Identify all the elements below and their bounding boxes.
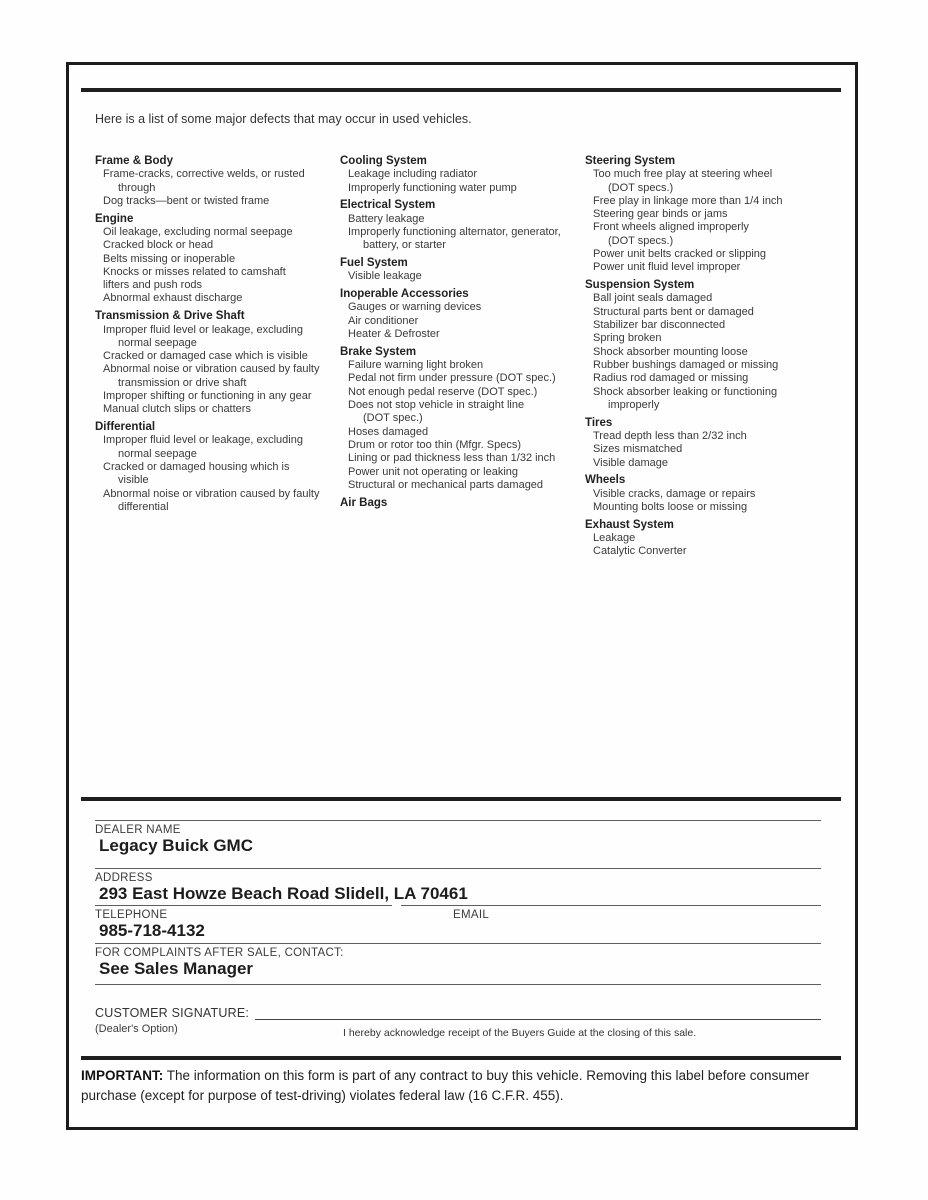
defect-item: Free play in linkage more than 1/4 inch (593, 194, 783, 207)
defect-item: Catalytic Converter (593, 545, 687, 558)
defect-item: Rubber bushings damaged or missing (593, 358, 779, 371)
defect-item: Cracked or damaged housing which is (103, 461, 290, 474)
defect-item: Failure warning light broken (348, 359, 484, 372)
defect-item: Visible leakage (348, 270, 422, 283)
defect-section (95, 421, 340, 514)
defect-item: Abnormal noise or vibration caused by faulty (103, 487, 320, 500)
defect-section (95, 155, 340, 208)
defect-section (585, 417, 840, 470)
defect-item: Shock absorber leaking or functioning (593, 385, 778, 398)
defect-item: visible (118, 474, 149, 487)
middle-rule (81, 797, 841, 801)
defect-category-heading: Differential (95, 421, 156, 434)
signature-row (95, 1005, 821, 1020)
defect-category-heading: Electrical System (340, 199, 436, 212)
defect-category-heading: Frame & Body (95, 155, 173, 167)
defect-item: Cracked or damaged case which is visible (103, 350, 308, 363)
defect-item: Radius rod damaged or missing (593, 372, 749, 385)
address-row (95, 868, 821, 905)
defect-item: Drum or rotor too thin (Mfgr. Specs) (348, 438, 521, 451)
defect-item: Pedal not firm under pressure (DOT spec.) (348, 372, 556, 385)
defect-item: Front wheels aligned improperly (593, 221, 749, 234)
defect-item: Improper fluid level or leakage, excluding (103, 434, 303, 447)
defect-item: Shock absorber mounting loose (593, 345, 748, 358)
defect-item: Knocks or misses related to camshaft (103, 265, 286, 278)
defect-section (585, 519, 840, 559)
customer-signature-section (95, 1005, 821, 1039)
defect-item: Visible damage (593, 456, 669, 469)
complaints-contact-label: FOR COMPLAINTS AFTER SALE, CONTACT: (95, 947, 344, 959)
defect-item: (DOT specs.) (608, 234, 674, 247)
defect-item: Too much free play at steering wheel (593, 168, 773, 181)
bottom-rule (81, 1056, 841, 1060)
email-label: EMAIL (453, 909, 490, 921)
defect-section (340, 497, 585, 510)
defect-item: Power unit fluid level improper (593, 261, 741, 274)
defect-item: (DOT specs.) (608, 181, 674, 194)
defect-item: improperly (608, 398, 660, 411)
defect-item: Belts missing or inoperable (103, 252, 236, 265)
defect-item: Oil leakage, excluding normal seepage (103, 225, 293, 238)
dealer-name-value: Legacy Buick GMC (99, 836, 253, 855)
top-rule (81, 88, 841, 92)
defect-item: through (118, 181, 156, 194)
important-label: IMPORTANT: (81, 1068, 164, 1083)
dealer-name-row (95, 820, 821, 868)
defect-category-heading: Brake System (340, 345, 417, 358)
defect-section (340, 346, 585, 492)
defect-item: (DOT spec.) (363, 412, 423, 425)
defect-item: Sizes mismatched (593, 443, 683, 456)
defect-item: Power unit not operating or leaking (348, 465, 518, 478)
defect-item: Lining or pad thickness less than 1/32 inch (348, 452, 556, 465)
defect-item: Mounting bolts loose or missing (593, 500, 748, 513)
telephone-email-row (95, 905, 821, 943)
complaints-contact-row (95, 943, 821, 985)
address-value: 293 East Howze Beach Road Slidell, LA 70461 (99, 884, 468, 903)
defect-item: Improper fluid level or leakage, excluding (103, 323, 303, 336)
complaints-contact-value: See Sales Manager (99, 959, 254, 978)
defect-category-heading: Fuel System (340, 257, 408, 270)
defect-item: battery, or starter (363, 239, 446, 252)
telephone-label: TELEPHONE (95, 909, 168, 921)
defect-item: Leakage (593, 532, 636, 545)
defect-item: Structural parts bent or damaged (593, 305, 754, 318)
defect-section (585, 474, 840, 514)
defect-item: Spring broken (593, 332, 662, 345)
defect-category-heading: Inoperable Accessories (340, 288, 469, 301)
intro-text: Here is a list of some major defects that may occur in used vehicles. (95, 112, 472, 126)
telephone-value: 985-718-4132 (99, 921, 205, 940)
defect-category-heading: Air Bags (340, 496, 388, 509)
dealer-info-section (95, 820, 821, 985)
defect-item: Ball joint seals damaged (593, 292, 713, 305)
defect-section (340, 199, 585, 252)
defects-list (95, 155, 843, 563)
defect-item: Gauges or warning devices (348, 301, 482, 314)
defect-item: differential (118, 500, 169, 513)
defect-category-heading: Tires (585, 416, 613, 429)
signature-line (255, 1005, 821, 1020)
defect-item: Frame-cracks, corrective welds, or rusted (103, 168, 305, 181)
important-notice (81, 1066, 825, 1105)
defect-column (340, 155, 585, 563)
defect-section (95, 310, 340, 416)
defect-section (340, 257, 585, 284)
defect-item: Structural or mechanical parts damaged (348, 478, 544, 491)
defect-item: Manual clutch slips or chatters (103, 403, 251, 416)
defect-section (585, 155, 840, 275)
defect-category-heading: Exhaust System (585, 518, 674, 531)
defect-item: Improperly functioning alternator, generator, (348, 225, 561, 238)
defect-item: Leakage including radiator (348, 168, 478, 181)
defect-column (585, 155, 840, 563)
defect-category-heading: Engine (95, 212, 134, 225)
defect-category-heading: Suspension System (585, 279, 695, 292)
defect-category-heading: Cooling System (340, 155, 427, 167)
defect-category-heading: Transmission & Drive Shaft (95, 310, 245, 323)
defect-item: Stabilizer bar disconnected (593, 319, 726, 332)
customer-signature-label: CUSTOMER SIGNATURE: (95, 1006, 250, 1020)
defect-item: Does not stop vehicle in straight line (348, 399, 525, 412)
defect-column (95, 155, 340, 563)
defect-item: normal seepage (118, 447, 197, 460)
defect-item: Air conditioner (348, 314, 419, 327)
defect-category-heading: Steering System (585, 155, 676, 167)
line-gap (392, 905, 401, 906)
defect-item: normal seepage (118, 336, 197, 349)
address-label: ADDRESS (95, 872, 153, 884)
dealers-option-note: (Dealer's Option) (95, 1023, 178, 1035)
defect-item: Tread depth less than 2/32 inch (593, 429, 747, 442)
defect-item: Improperly functioning water pump (348, 181, 517, 194)
defect-item: lifters and push rods (103, 279, 203, 292)
defect-item: transmission or drive shaft (118, 376, 247, 389)
defect-item: Abnormal exhaust discharge (103, 292, 243, 305)
defect-item: Power unit belts cracked or slipping (593, 248, 767, 261)
defect-item: Improper shifting or functioning in any gear (103, 390, 312, 403)
defect-section (340, 155, 585, 195)
acknowledgment-text: I hereby acknowledge receipt of the Buyers Guide at the closing of this sale. (343, 1027, 697, 1039)
defect-item: Steering gear binds or jams (593, 208, 728, 221)
defect-item: Hoses damaged (348, 425, 429, 438)
defect-category-heading: Wheels (585, 474, 626, 487)
defect-item: Dog tracks—bent or twisted frame (103, 194, 270, 207)
defect-item: Not enough pedal reserve (DOT spec.) (348, 385, 538, 398)
defect-item: Visible cracks, damage or repairs (593, 487, 756, 500)
important-text: The information on this form is part of any contract to buy this vehicle. Removing this label before consumer purchase (except for purpose of test-driving) violates federal law (16 C.F.R. 455). (81, 1068, 810, 1103)
defect-section (95, 213, 340, 306)
defect-section (340, 288, 585, 341)
dealer-name-label: DEALER NAME (95, 824, 181, 836)
defect-item: Heater & Defroster (348, 328, 440, 341)
defect-item: Cracked block or head (103, 239, 214, 252)
defect-item: Battery leakage (348, 212, 425, 225)
defect-item: Abnormal noise or vibration caused by faulty (103, 363, 320, 376)
defect-section (585, 279, 840, 412)
